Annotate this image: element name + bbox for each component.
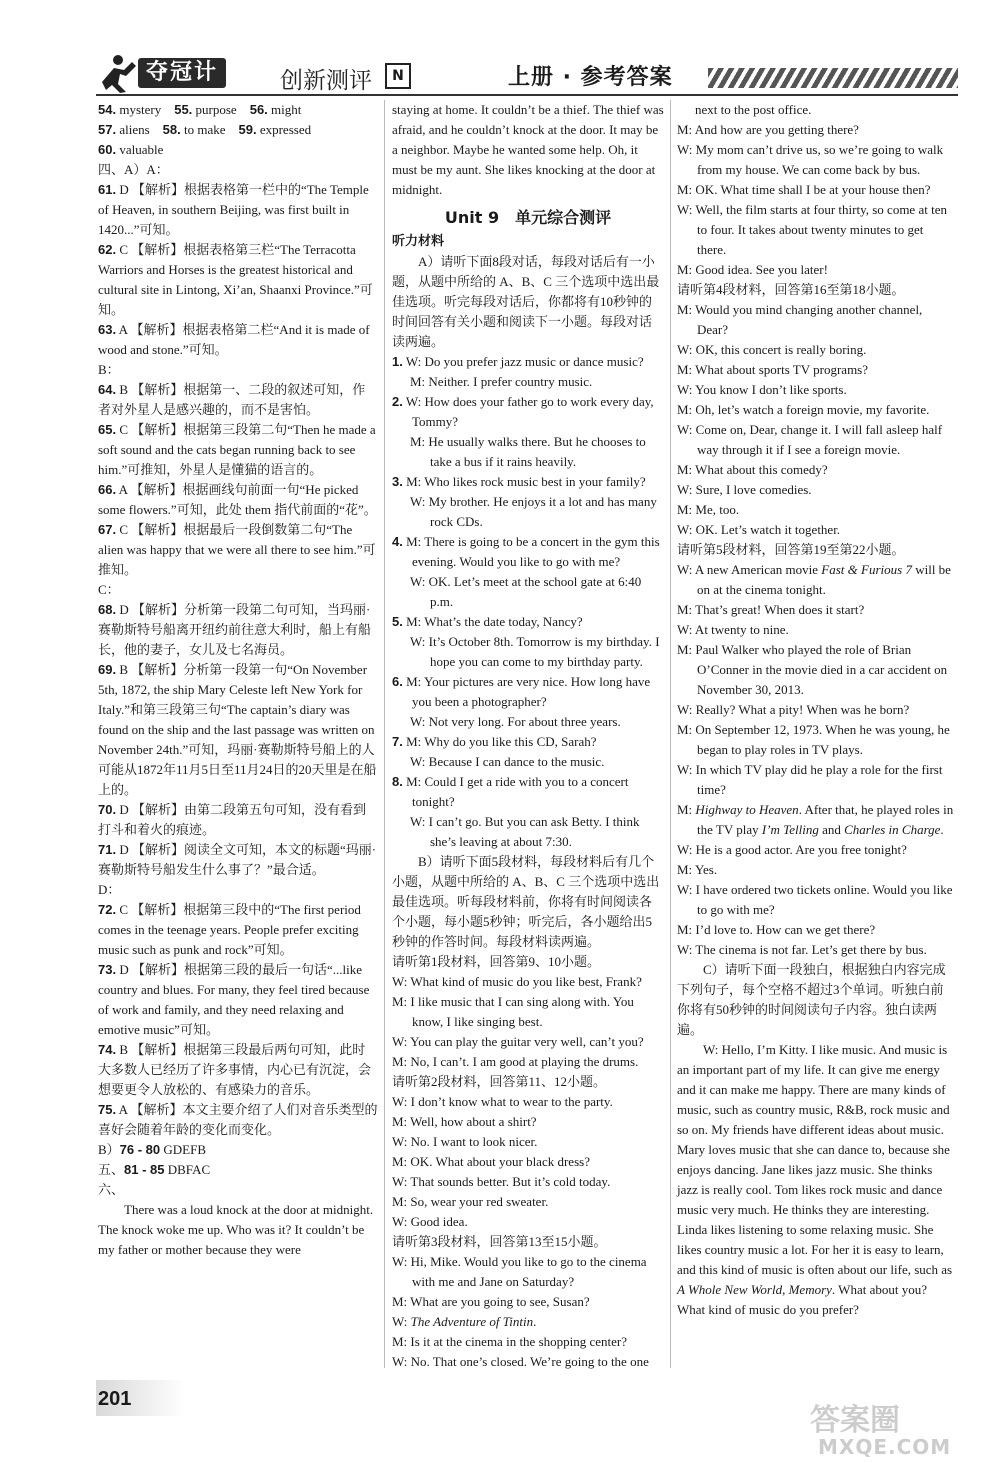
answer-item: 67. C 【解析】根据最后一段倒数第二句“The alien was happy that we were all there to see him.”可推知。 (98, 522, 376, 577)
listening-column (392, 100, 664, 1372)
dialog-line: M: And how are you getting there? (677, 122, 859, 137)
dialog-line: M: Paul Walker who played the role of Brian O’Conner in the movie died in a car accident on November 30, 2013. (677, 642, 948, 697)
answer-item: 61. D 【解析】根据表格第一栏中的“The Temple of Heaven, in southern Beijing, was first built in 1420...”可知。 (98, 182, 369, 237)
page-header (0, 0, 1000, 100)
dialog-line: M: I like music that I can sing along with. You know, I like singing best. (392, 994, 634, 1029)
answer-item: 62. C 【解析】根据表格第三栏“The Terracotta Warriors and Horses is the greatest historical and cultural site in Lintong, Xi’an, Shaanxi Province.”可知。 (98, 242, 373, 317)
part-c-instructions: C）请听下面一段独白，根据独白内容完成下列句子，每个空格不超过3个单词。听独白前你将有50秒钟的时间阅读句子内容。独白读两遍。 (677, 962, 946, 1037)
dialog-line: W: My brother. He enjoys it a lot and has many rock CDs. (410, 494, 657, 529)
dialog-line: 3. M: Who likes rock music best in your family? (392, 474, 646, 489)
dialog-line: M: Me, too. (677, 502, 740, 517)
answer-item: 六、 (98, 1182, 125, 1197)
answer-item: 五、81 - 85 DBFAC (98, 1162, 211, 1177)
dialog-line: 2. W: How does your father go to work every day, Tommy? (392, 394, 654, 429)
dialog-line: W: You know I don’t like sports. (677, 382, 847, 397)
dialog-line: M: No, I can’t. I am good at playing the drums. (392, 1054, 639, 1069)
dialog-line: W: You can play the guitar very well, can’t you? (392, 1034, 644, 1049)
dialog-line: 请听第2段材料，回答第11、12小题。 (392, 1074, 607, 1089)
dialog-line: W: Hi, Mike. Would you like to go to the cinema with me and Jane on Saturday? (392, 1254, 647, 1289)
answer-item: There was a loud knock at the door at midnight. The knock woke me up. Who was it? It couldn’t be my father or mother because they were (98, 1202, 374, 1257)
answer-item: 64. B 【解析】根据第一、二段的叙述可知，作者对外星人是感兴趣的，而不是害怕。 (98, 382, 366, 417)
dialog-line: W: The Adventure of Tintin. (392, 1314, 537, 1329)
dialog-line: W: Because I can dance to the music. (410, 754, 605, 769)
dialog-line: M: That’s great! When does it start? (677, 602, 865, 617)
watermark-logo: 答案圈 (810, 1403, 900, 1438)
dialog-line: W: Good idea. (392, 1214, 468, 1229)
listening-column-continued (677, 100, 954, 1320)
dialog-line: W: OK, this concert is really boring. (677, 342, 867, 357)
dialog-line: W: I have ordered two tickets online. Would you like to go with me? (677, 882, 953, 917)
answer-item: 69. B 【解析】分析第一段第一句“On November 5th, 1872, the ship Mary Celeste left New York for Italy.”和第三段第三句“The captain’s diary was found on the ship and the last passage was written on November 24th.”可知，玛丽·赛勒斯特号船上的人可能从1872年11月5日至11月24日的20天里是在船上的。 (98, 662, 377, 797)
dialog-list (677, 100, 954, 960)
dialog-line: W: That sounds better. But it’s cold today. (392, 1174, 611, 1189)
dialog-line: W: The cinema is not far. Let’s get there by bus. (677, 942, 927, 957)
dialog-line: M: OK. What about your black dress? (392, 1154, 590, 1169)
dialog-line: M: Is it at the cinema in the shopping center? (392, 1334, 628, 1349)
answer-item: B）76 - 80 GDEFB (98, 1142, 207, 1157)
dialog-line: W: He is a good actor. Are you free tonight? (677, 842, 907, 857)
answer-item: 63. A 【解析】根据表格第二栏“And it is made of wood and stone.”可知。 (98, 322, 370, 357)
dialog-line: M: Neither. I prefer country music. (410, 374, 593, 389)
dialog-line: M: Highway to Heaven. After that, he played roles in the TV play I’m Telling and Charles in Charge. (677, 802, 954, 837)
unit-title: Unit 9 单元综合测评 (444, 208, 612, 227)
dialog-line: M: What are you going to see, Susan? (392, 1294, 590, 1309)
brand-badge: N (385, 63, 411, 89)
dialog-line: W: Not very long. For about three years. (410, 714, 621, 729)
dialog-line: W: Come on, Dear, change it. I will fall asleep half way through it if I see a foreign movie. (677, 422, 943, 457)
dialog-line: 8. M: Could I get a ride with you to a concert tonight? (392, 774, 629, 809)
answer-item: 72. C 【解析】根据第三段中的“The first period comes in the teenage years. People prefer exciting music such as punk and rock”可知。 (98, 902, 361, 957)
answer-item: 71. D 【解析】阅读全文可知，本文的标题“玛丽·赛勒斯特号船发生什么事了？”最合适。 (98, 842, 377, 877)
dialog-line: 5. M: What’s the date today, Nancy? (392, 614, 583, 629)
part-b-instructions: B）请听下面5段材料，每段材料后有几个小题，从题中所给的 A、B、C 三个选项中选出最佳选项。听每段材料前，你将有时间阅读各个小题，每小题5秒钟；听完后，各小题给出5秒钟的作答时间。每段材料读两遍。 (392, 854, 660, 949)
dialog-line: M: What about this comedy? (677, 462, 828, 477)
dialog-line: M: Would you mind changing another channel, Dear? (677, 302, 923, 337)
answer-item: 四、A）A： (98, 162, 169, 177)
story-continuation: staying at home. It couldn’t be a thief. The thief was afraid, and he couldn’t knock at the door. It may be a neighbor. Maybe he wanted some help. Oh, it must be my aunt. She likes knocking at the door at midnight. (392, 102, 664, 197)
dialog-line: 4. M: There is going to be a concert in the gym this evening. Would you like to go with me? (392, 534, 660, 569)
dialog-line: W: Really? What a pity! When was he born? (677, 702, 910, 717)
column-divider (384, 100, 385, 1368)
dialog-line: M: Good idea. See you later! (677, 262, 828, 277)
dialog-line: M: I’d love to. How can we get there? (677, 922, 876, 937)
dialog-line: W: I can’t go. But you can ask Betty. I think she’s leaving at about 7:30. (410, 814, 640, 849)
answer-column (98, 100, 378, 1260)
dialog-list (392, 352, 664, 852)
dialog-line: M: Yes. (677, 862, 718, 877)
dialog-line: W: Sure, I love comedies. (677, 482, 812, 497)
answer-item: 70. D 【解析】由第二段第五句可知，没有看到打斗和着火的痕迹。 (98, 802, 366, 837)
dialog-line: W: My mom can’t drive us, so we’re going to walk from my house. We can come back by bus. (677, 142, 944, 177)
dialog-line: W: I don’t know what to wear to the party. (392, 1094, 613, 1109)
answer-item: B： (98, 362, 120, 377)
answer-item: 65. C 【解析】根据第三段第二句“Then he made a soft sound and the cats began running back to see him.”可推知，外星人是懂猫的语言的。 (98, 422, 376, 477)
brand-subtitle: 创新测评 (280, 68, 372, 94)
answer-item: 57. aliens 58. to make 59. expressed (98, 122, 312, 137)
dialog-line: W: No. I want to look nicer. (392, 1134, 538, 1149)
page-title: 上册 · 参考答案 (508, 65, 673, 90)
answer-item: 74. B 【解析】根据第三段最后两句可知，此时大多数人已经历了许多事情，内心已有沉淀，会想要更令人放松的、有感染力的音乐。 (98, 1042, 372, 1097)
decorative-stripe (708, 68, 958, 88)
dialog-line: W: OK. Let’s watch it together. (677, 522, 841, 537)
answer-item: 68. D 【解析】分析第一段第二句可知，当玛丽·赛勒斯特号船离开纽约前往意大利时，船上有船长，他的妻子，女儿及七名海员。 (98, 602, 372, 657)
listening-heading: 听力材料 (392, 234, 445, 249)
dialog-line: M: Well, how about a shirt? (392, 1114, 537, 1129)
logo-text: 夺冠计 (138, 58, 226, 88)
dialog-line: M: So, wear your red sweater. (392, 1194, 549, 1209)
brand-logo (96, 52, 246, 94)
part-a-instructions: A）请听下面8段对话，每段对话后有一小题，从题中所给的 A、B、C 三个选项中选出最佳选项。听完每段对话后，你都将有10秒钟的时间回答有关小题和阅读下一小题。每段对话读两遍。 (392, 254, 660, 349)
dialog-line: W: What kind of music do you like best, Frank? (392, 974, 642, 989)
dialog-line: 7. M: Why do you like this CD, Sarah? (392, 734, 597, 749)
page-number: 201 (98, 1388, 132, 1410)
dialog-line: 6. M: Your pictures are very nice. How long have you been a photographer? (392, 674, 651, 709)
dialog-line: M: OK. What time shall I be at your house then? (677, 182, 931, 197)
dialog-line: next to the post office. (695, 102, 812, 117)
dialog-line: 请听第1段材料，回答第9、10小题。 (392, 954, 601, 969)
runner-logo-icon (96, 52, 140, 94)
dialog-line: W: At twenty to nine. (677, 622, 789, 637)
column-divider (670, 100, 671, 1368)
dialog-line: 1. W: Do you prefer jazz music or dance music? (392, 354, 644, 369)
dialog-line: 请听第5段材料，回答第19至第22小题。 (677, 542, 905, 557)
dialog-line: 请听第4段材料，回答第16至第18小题。 (677, 282, 905, 297)
answer-item: 54. mystery 55. purpose 56. might (98, 102, 302, 117)
material-list (392, 952, 664, 1372)
answer-item: 66. A 【解析】根据画线句前面一句“He picked some flowers.”可知，此处 them 指代前面的“花”。 (98, 482, 377, 517)
dialog-line: W: It’s October 8th. Tomorrow is my birthday. I hope you can come to my birthday party. (410, 634, 660, 669)
dialog-line: W: No. That one’s closed. We’re going to the one (392, 1354, 649, 1369)
dialog-line: W: OK. Let’s meet at the school gate at 6:40 p.m. (410, 574, 642, 609)
dialog-line: M: He usually walks there. But he chooses to take a bus if it rains heavily. (410, 434, 646, 469)
dialog-line: W: Well, the film starts at four thirty, so come at ten to four. It takes about twenty minutes to get there. (677, 202, 947, 257)
dialog-line: 请听第3段材料，回答第13至15小题。 (392, 1234, 607, 1249)
answer-item: D： (98, 882, 121, 897)
answer-item: 75. A 【解析】本文主要介绍了人们对音乐类型的喜好会随着年龄的变化而变化。 (98, 1102, 378, 1137)
dialog-line: W: A new American movie Fast & Furious 7 will be on at the cinema tonight. (677, 562, 951, 597)
monologue-text: W: Hello, I’m Kitty. I like music. And music is an important part of my life. It can give me energy and it can make me happy. There are many kinds of music, such as country music, R&B, rock music and so on. My friends have different ideas about music. Mary loves music that she can dance to, because she enjoys dancing. Jane likes jazz music. She thinks jazz is really cool. Tom likes rock music and dance music very much. He thinks they are interesting. Linda likes listening to some relaxing music. She likes country music a lot. For her it is easy to learn, and this kind of music is often about our life, such as A Whole New World, Memory. What about you? What kind of music do you prefer? (677, 1042, 953, 1317)
answer-item: C： (98, 582, 120, 597)
watermark-url: MXQE.COM (818, 1435, 952, 1459)
dialog-line: M: What about sports TV programs? (677, 362, 869, 377)
header-rule (96, 94, 958, 96)
dialog-line: W: In which TV play did he play a role for the first time? (677, 762, 943, 797)
answer-item: 73. D 【解析】根据第三段的最后一句话“...like country and blues. For many, they feel tired because of work and family, and they need relaxing and emotive music”可知。 (98, 962, 370, 1037)
dialog-line: M: Oh, let’s watch a foreign movie, my favorite. (677, 402, 930, 417)
dialog-line: M: On September 12, 1973. When he was young, he began to play roles in TV plays. (677, 722, 950, 757)
answer-item: 60. valuable (98, 142, 164, 157)
